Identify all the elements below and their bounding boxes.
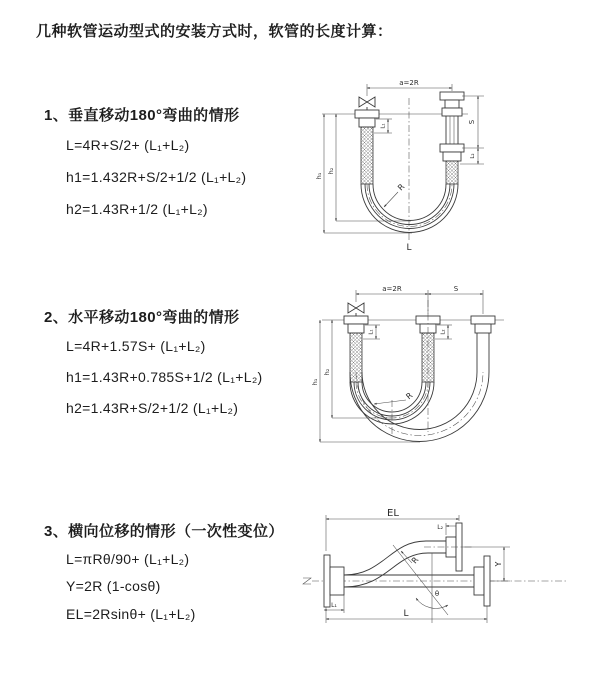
radius-label: R <box>404 390 415 402</box>
dim-label-l2: L₂ <box>470 153 476 159</box>
left-flange <box>324 555 344 607</box>
dim-label-l: L <box>403 609 409 619</box>
section-1-heading: 1、垂直移动180°弯曲的情形 <box>44 107 240 124</box>
radius-label: R <box>396 182 407 193</box>
dim-h1 <box>311 320 420 442</box>
dim-top-width <box>356 285 483 314</box>
hose-u-bend <box>361 184 458 233</box>
diagram-lateral-displacement <box>298 503 588 651</box>
formula-line: h2=1.43R+1/2 (L₁+L₂) <box>66 201 208 217</box>
dim-label-s: S <box>453 285 459 293</box>
page-title: 几种软管运动型式的安装方式时，软管的长度计算： <box>36 23 393 40</box>
diagram-vertical-180-bend <box>312 76 562 253</box>
dim-l2 <box>435 325 452 339</box>
diagram-horizontal-180-bend <box>308 282 574 454</box>
left-fitting <box>355 110 379 184</box>
dim-label-h1: h₁ <box>315 172 323 180</box>
dim-label-h2: h₂ <box>327 167 335 175</box>
angle-label: θ <box>434 590 440 598</box>
hose-centerline-arc <box>356 382 428 418</box>
dim-label-l2: L₂ <box>440 329 447 335</box>
formula-line: L=πRθ/90+ (L₁+L₂) <box>66 551 190 567</box>
right-fitting-upper <box>440 92 464 144</box>
hose-u-bend-position2 <box>350 372 489 442</box>
dim-top-width <box>367 79 452 96</box>
valve-icon <box>359 97 375 110</box>
formula-line: L=4R+1.57S+ (L₁+L₂) <box>66 338 206 354</box>
dim-label-a2r: a=2R <box>382 285 402 293</box>
dim-stroke-s <box>460 96 484 164</box>
right-flange-lower <box>474 556 490 606</box>
dim-label-y: Y <box>494 561 503 567</box>
dim-label-l1: L₁ <box>380 123 387 129</box>
dim-label-l1: L₁ <box>368 329 375 335</box>
formula-line: Y=2R (1-cosθ) <box>66 578 161 594</box>
radius-label: R <box>409 555 421 566</box>
radius-leader <box>374 391 415 404</box>
dim-label-a2r: a=2R <box>399 79 419 87</box>
dim-label-s: S <box>468 119 476 125</box>
dim-l1 <box>363 325 380 339</box>
length-label: L <box>406 243 412 253</box>
angle-construction <box>393 545 448 623</box>
dim-l <box>326 606 487 623</box>
radius-leader <box>384 182 407 207</box>
formula-line: h2=1.43R+S/2+1/2 (L₁+L₂) <box>66 400 239 416</box>
section-2-heading: 2、水平移动180°弯曲的情形 <box>44 309 240 326</box>
right-fitting <box>471 316 495 372</box>
formula-line: h1=1.432R+S/2+1/2 (L₁+L₂) <box>66 169 247 185</box>
formula-line: h1=1.43R+0.785S+1/2 (L₁+L₂) <box>66 369 263 385</box>
formula-line: EL=2Rsinθ+ (L₁+L₂) <box>66 606 196 622</box>
formula-line: L=4R+S/2+ (L₁+L₂) <box>66 137 190 153</box>
dim-label-l2: L₂ <box>437 524 443 531</box>
valve-icon <box>348 303 364 316</box>
dim-label-l1: L₁ <box>331 602 337 609</box>
dim-l1 <box>374 119 392 133</box>
section-3-heading: 3、横向位移的情形（一次性变位） <box>44 523 284 540</box>
dim-label-h2: h₂ <box>323 368 331 376</box>
dim-label-h1: h₁ <box>311 378 319 386</box>
dim-label-el: EL <box>387 508 399 519</box>
radius-leader <box>401 551 421 565</box>
